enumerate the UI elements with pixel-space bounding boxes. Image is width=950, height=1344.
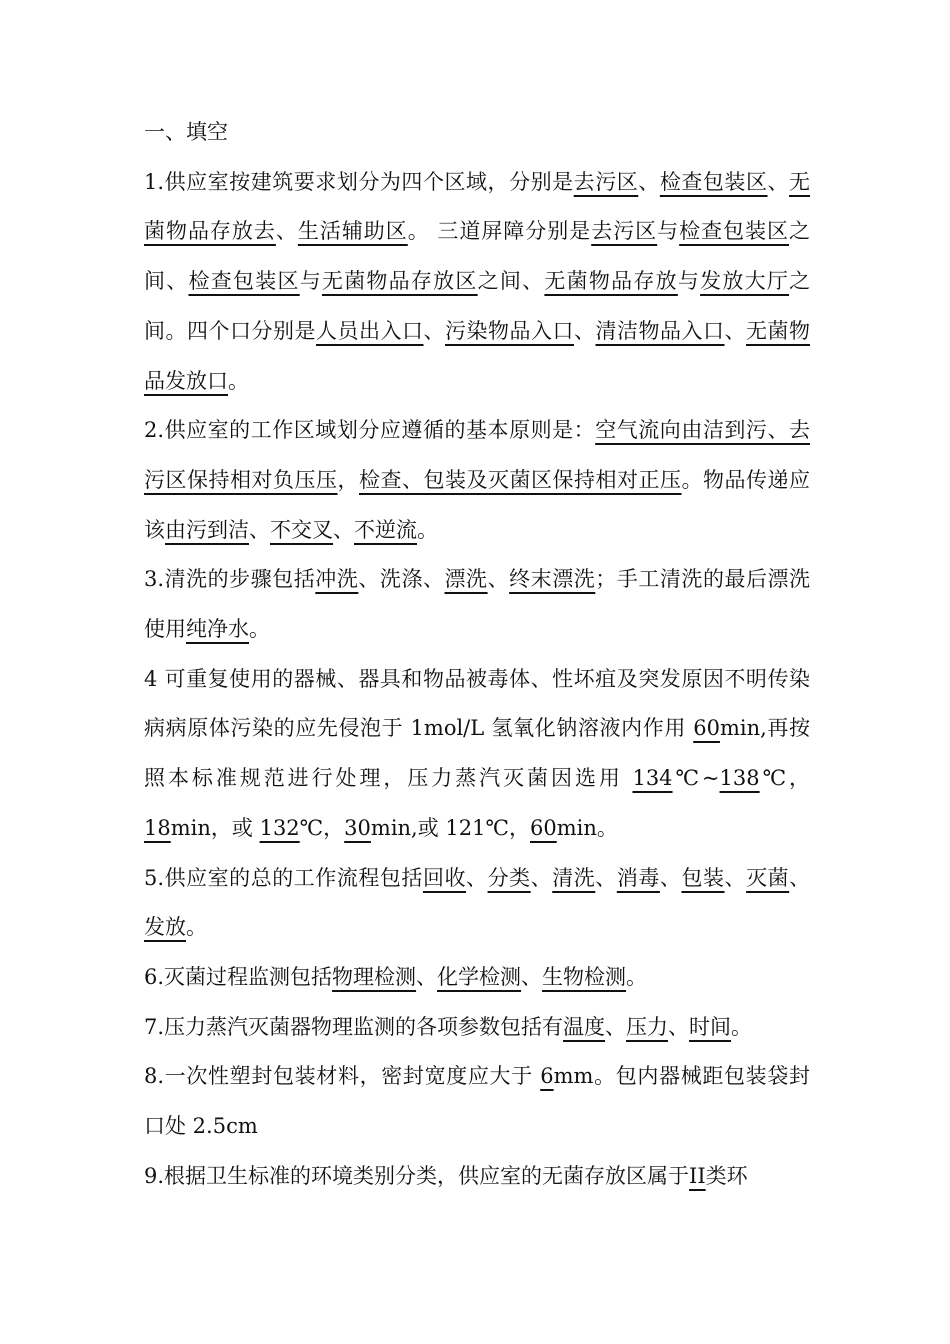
answer-blank: 18 <box>144 815 171 840</box>
answer-blank: 污染物品入口 <box>445 318 574 343</box>
answer-blank: 生活辅助区 <box>297 219 408 244</box>
document-body <box>144 108 810 1201</box>
question-text: 、 <box>724 865 747 890</box>
question-text: 、 <box>789 865 811 890</box>
question-text: 9.根据卫生标准的环境类别分类，供应室的无菌存放区属于 <box>144 1163 690 1188</box>
question-paragraph <box>144 854 810 953</box>
answer-blank: 发放大厅 <box>700 269 790 294</box>
answer-blank: 检查包装区 <box>659 169 768 194</box>
question-text: 、 <box>333 517 354 542</box>
question-text: min,再按照本标准规范进行处理，压力蒸汽灭菌因选用 <box>144 716 810 791</box>
answer-blank: 纯净水 <box>186 617 249 642</box>
question-text: min，或 <box>170 815 260 840</box>
answer-blank: 138 <box>719 766 760 791</box>
answer-blank: 去污区 <box>591 219 658 244</box>
question-text: min,或 121℃， <box>370 815 530 840</box>
question-text: 、 <box>668 1014 690 1039</box>
question-text: 7.压力蒸汽灭菌器物理监测的各项参数包括有 <box>144 1014 564 1039</box>
question-text: 。 三道屏障分别是 <box>407 219 592 244</box>
answer-blank: 冲洗 <box>315 567 359 592</box>
answer-blank: 不逆流 <box>354 517 417 542</box>
question-text: 、 <box>466 865 488 890</box>
answer-blank: 消毒 <box>616 865 660 890</box>
answer-blank: 无菌物品发放口 <box>144 318 810 393</box>
section-heading <box>144 108 810 158</box>
answer-blank: 人员出入口 <box>316 318 424 343</box>
question-text: 、 <box>724 318 746 343</box>
question-text: 与 <box>657 219 680 244</box>
question-text: 、 <box>574 318 596 343</box>
answer-blank: 温度 <box>563 1014 606 1039</box>
answer-blank: 不交叉 <box>270 517 333 542</box>
answer-blank: 终末漂洗 <box>509 567 596 592</box>
question-text: 与 <box>299 269 322 294</box>
question-paragraph <box>144 158 810 407</box>
question-text: 6.灭菌过程监测包括 <box>144 964 333 989</box>
question-text: 之间、 <box>144 219 811 294</box>
answer-blank: 分类 <box>487 865 531 890</box>
question-text: 。 <box>249 617 270 642</box>
question-text: 、洗涤、 <box>358 567 445 592</box>
question-text: 。 <box>731 1014 753 1039</box>
answer-blank: 包装 <box>681 865 725 890</box>
answer-blank: 发放 <box>144 915 186 940</box>
question-text: 、 <box>423 318 445 343</box>
question-paragraph <box>144 655 810 854</box>
answer-blank: 60 <box>530 815 557 840</box>
answer-blank: 检查、包装及灭菌区保持相对正压 <box>359 467 682 492</box>
answer-blank: 回收 <box>422 865 467 890</box>
question-text: 。 <box>228 368 249 393</box>
question-text: 、 <box>275 219 298 244</box>
question-text: 类环 <box>705 1163 748 1188</box>
answer-blank: 物理检测 <box>332 964 417 989</box>
question-text: ， <box>337 467 359 492</box>
question-text: 1.供应室按建筑要求划分为四个区域，分别是 <box>144 169 574 194</box>
question-text: 3.清洗的步骤包括 <box>144 567 316 592</box>
answer-blank: 清洁物品入口 <box>595 318 725 343</box>
answer-blank: 生物检测 <box>542 964 627 989</box>
answer-blank: 30 <box>344 815 371 840</box>
question-paragraph <box>144 1052 810 1151</box>
answer-blank: 漂洗 <box>444 567 488 592</box>
answer-blank: 134 <box>632 766 673 791</box>
question-text: 、 <box>521 964 543 989</box>
question-text: 5.供应室的总的工作流程包括 <box>144 865 423 890</box>
question-text: 、 <box>487 567 510 592</box>
answer-blank: 检查包装区 <box>188 269 300 294</box>
question-text: min。 <box>556 815 618 840</box>
question-text: ℃， <box>759 766 810 791</box>
question-text: 、 <box>530 865 553 890</box>
answer-blank: 清洗 <box>552 865 596 890</box>
answer-blank: 时间 <box>689 1014 732 1039</box>
question-text: 。 <box>626 964 648 989</box>
question-paragraph <box>144 1003 810 1053</box>
question-text: ℃~ <box>672 766 720 791</box>
question-text: 2.供应室的工作区域划分应遵循的基本原则是： <box>144 418 596 443</box>
question-paragraph <box>144 953 810 1003</box>
question-text: 。物品传递应该 <box>144 467 810 542</box>
question-text: 、 <box>595 865 617 890</box>
question-text: 4 可重复使用的器械、器具和物品被毒体、性坏疽及突发原因不明传染病病原体污染的应先侵泡于 1mol/L 氢氧化钠溶液内作用 <box>144 666 810 741</box>
question-text: ℃， <box>299 815 345 840</box>
question-text: 、 <box>638 169 660 194</box>
question-paragraph <box>144 406 810 555</box>
question-text: 之间、 <box>477 269 545 294</box>
question-text: 。 <box>417 517 438 542</box>
answer-blank: 化学检测 <box>437 964 522 989</box>
answer-blank: 压力 <box>626 1014 669 1039</box>
question-text: 与 <box>677 269 701 294</box>
answer-blank: II <box>689 1163 706 1188</box>
question-text: 一、填空 <box>144 120 228 144</box>
answer-blank: 132 <box>259 815 300 840</box>
answer-blank: 无菌物品存放 <box>544 269 678 294</box>
question-text: ；手工清洗的最后漂洗使用 <box>144 567 811 642</box>
answer-blank: 6 <box>540 1064 554 1089</box>
question-text: 。 <box>186 915 207 940</box>
answer-blank: 无菌物品存放去 <box>144 169 811 244</box>
question-text: 、 <box>416 964 438 989</box>
answer-blank: 检查包装区 <box>679 219 790 244</box>
question-text: 、 <box>249 517 270 542</box>
answer-blank: 由污到洁 <box>165 517 249 542</box>
answer-blank: 空气流向由洁到污、去污区保持相对负压压 <box>144 418 810 492</box>
answer-blank: 60 <box>693 716 720 741</box>
question-text: 之间。四个口分别是 <box>144 269 811 343</box>
question-text: mm。包内器械距包装袋封口处 2.5cm <box>144 1064 810 1139</box>
question-text: 、 <box>659 865 682 890</box>
answer-blank: 无菌物品存放区 <box>321 269 478 294</box>
question-paragraph <box>144 555 810 654</box>
answer-blank: 去污区 <box>573 169 639 194</box>
question-text: 、 <box>605 1014 627 1039</box>
question-paragraph <box>144 1152 810 1202</box>
question-text: 8.一次性塑封包装材料，密封宽度应大于 <box>144 1064 541 1089</box>
answer-blank: 灭菌 <box>746 865 790 890</box>
question-text: 、 <box>767 169 790 194</box>
